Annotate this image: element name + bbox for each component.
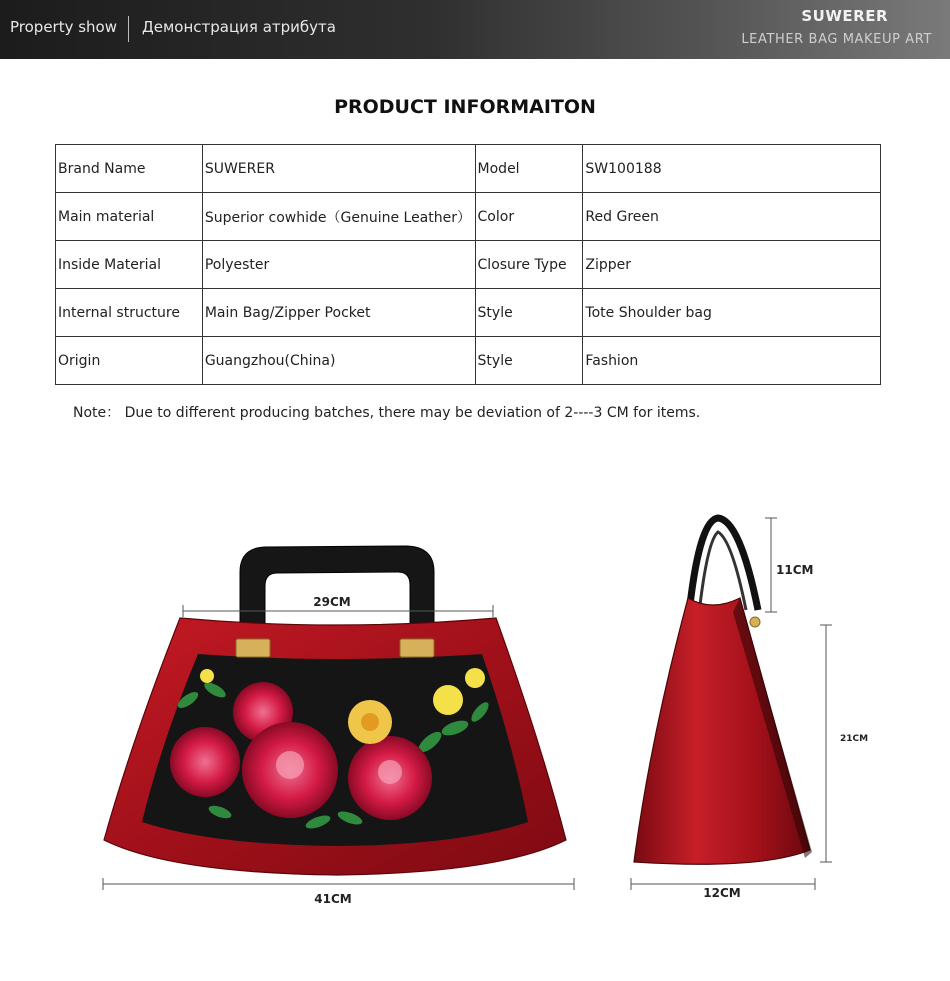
side-bag-image xyxy=(631,518,868,900)
side-body xyxy=(634,598,810,864)
attribute-label-cell: Internal structure xyxy=(56,289,203,337)
right-clasp xyxy=(400,639,434,657)
attribute-value-cell: Polyester xyxy=(202,241,475,289)
attribute-value-cell: Fashion xyxy=(583,337,881,385)
attribute-label-cell: Origin xyxy=(56,337,203,385)
brand-tagline: LEATHER BAG MAKEUP ART xyxy=(741,32,932,47)
attribute-value-cell: SW100188 xyxy=(583,145,881,193)
property-show-label: Property show xyxy=(10,18,118,36)
property-show-russian-label: Демонстрация атрибута xyxy=(142,18,336,36)
attribute-label-cell: Closure Type xyxy=(475,241,583,289)
page-title: PRODUCT INFORMAITON xyxy=(334,96,596,118)
left-clasp xyxy=(236,639,270,657)
attribute-value-cell: Red Green xyxy=(583,193,881,241)
attribute-value-cell: Tote Shoulder bag xyxy=(583,289,881,337)
attribute-label-cell: Brand Name xyxy=(56,145,203,193)
attribute-value-cell: Zipper xyxy=(583,241,881,289)
attribute-label-cell: Main material xyxy=(56,193,203,241)
attribute-label-cell: Inside Material xyxy=(56,241,203,289)
brand-logo-text: SUWERER xyxy=(801,7,888,25)
attribute-value-cell: Guangzhou(China) xyxy=(202,337,475,385)
front-bag-image xyxy=(103,546,574,906)
front-top-width-label: 29CM xyxy=(313,595,351,609)
attribute-value-cell: SUWERER xyxy=(202,145,475,193)
attribute-label-cell: Color xyxy=(475,193,583,241)
attribute-value-cell: Main Bag/Zipper Pocket xyxy=(202,289,475,337)
front-bottom-width-label: 41CM xyxy=(314,892,352,906)
side-handle-height-label: 11CM xyxy=(776,563,814,577)
attribute-label-cell: Style xyxy=(475,289,583,337)
side-body-height-label: 21CM xyxy=(840,734,869,744)
attribute-label-cell: Style xyxy=(475,337,583,385)
side-depth-label: 12CM xyxy=(703,886,741,900)
attribute-value-cell: Superior cowhide（Genuine Leather） xyxy=(202,193,475,241)
deviation-note: Note： Due to different producing batches, there may be deviation of 2----3 CM for items. xyxy=(73,405,701,421)
attribute-label-cell: Model xyxy=(475,145,583,193)
